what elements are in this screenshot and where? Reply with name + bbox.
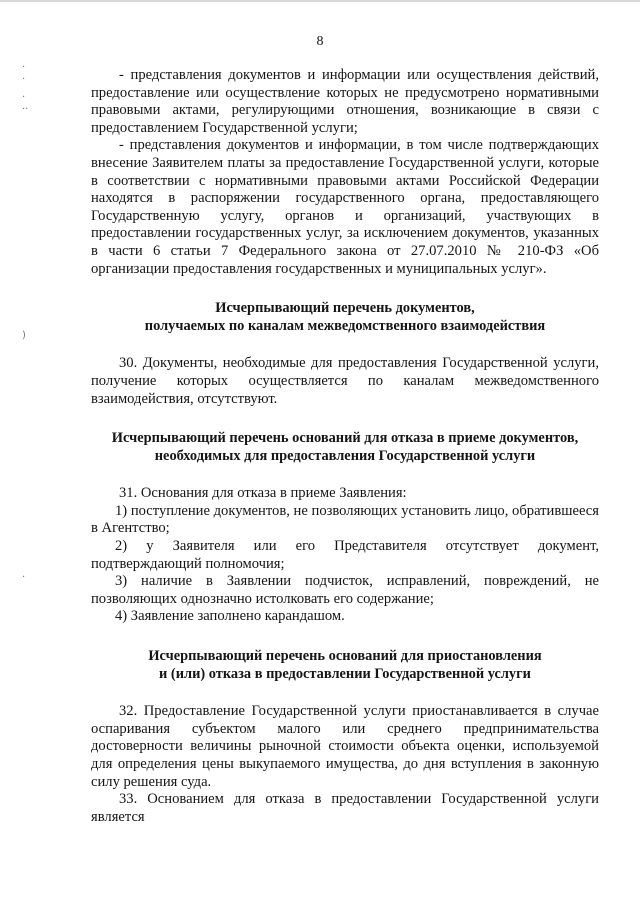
- scan-edge-mark: ·: [22, 572, 26, 583]
- clause-31-item-2: 2) у Заявителя или его Представителя отсутствует документ, подтверждающий полномочия;: [91, 538, 599, 572]
- section-heading-interagency-line2: получаемых по каналам межведомственного взаимодействия: [144, 317, 546, 334]
- clause-31-item-1: 1) поступление документов, не позволяющих установить лицо, обратившееся в Агентство;: [91, 502, 599, 537]
- list-item-documents-in-possession: - представления документов и информации, в том числе подтверждающих внесение Заявителем платы за предоставление Государственной услуги, которые в соответствии с нормативными правовыми актами Российской Федерации находятся в распоряжении государственного органа, предоставляющего Государственную услугу, органов и организаций, участвующих в предоставлении государственных услуг, за исключением документов, указанных в части 6 статьи 7 Федерального закона от 27.07.2010 № 210-ФЗ «Об организации предоставления государственных и муниципальных услуг».: [91, 137, 599, 277]
- clause-32: 32. Предоставление Государственной услуги приостанавливается в случае оспаривания субъектом малого или среднего предпринимательства достоверности величины рыночной стоимости объекта оценки, используемой для определения цены выкупаемого имущества, до дня вступления в законную силу решения суда.: [91, 703, 599, 790]
- document-body: [91, 67, 599, 826]
- scan-edge-mark: · ··: [22, 92, 29, 115]
- section-heading-suspension-line1: Исчерпывающий перечень оснований для приостановления: [148, 648, 542, 665]
- page-number: 8: [316, 34, 324, 49]
- section-heading-suspension-line2: и (или) отказа в предоставлении Государственной услуги: [159, 665, 531, 682]
- scan-top-edge: [0, 0, 640, 2]
- section-heading-refusal-acceptance-line1: Исчерпывающий перечень оснований для отказа в приеме документов,: [111, 430, 579, 447]
- clause-30: 30. Документы, необходимые для предоставления Государственной услуги, получение которых осуществляется по каналам межведомственного взаимодействия, отсутствуют.: [91, 355, 599, 407]
- clause-31-item-3: 3) наличие в Заявлении подчисток, исправлений, повреждений, не позволяющих однозначно истолковать его содержание;: [91, 573, 599, 607]
- clause-31: 31. Основания для отказа в приеме Заявления:: [119, 485, 407, 502]
- scan-edge-mark: ): [22, 330, 26, 341]
- scan-edge-mark: · ·: [22, 62, 26, 85]
- clause-33: 33. Основанием для отказа в предоставлении Государственной услуги является: [91, 791, 599, 825]
- clause-31-item-4: 4) Заявление заполнено карандашом.: [115, 608, 345, 625]
- list-item-documents-not-required: - представления документов и информации или осуществления действий, предоставление или осуществление которых не предусмотрено нормативными правовыми актами, регулирующими отношения, возникающие в связи с предоставлением Государственной услуги;: [91, 67, 599, 136]
- section-heading-refusal-acceptance-line2: необходимых для предоставления Государственной услуги: [154, 447, 536, 464]
- section-heading-interagency-line1: Исчерпывающий перечень документов,: [215, 300, 475, 317]
